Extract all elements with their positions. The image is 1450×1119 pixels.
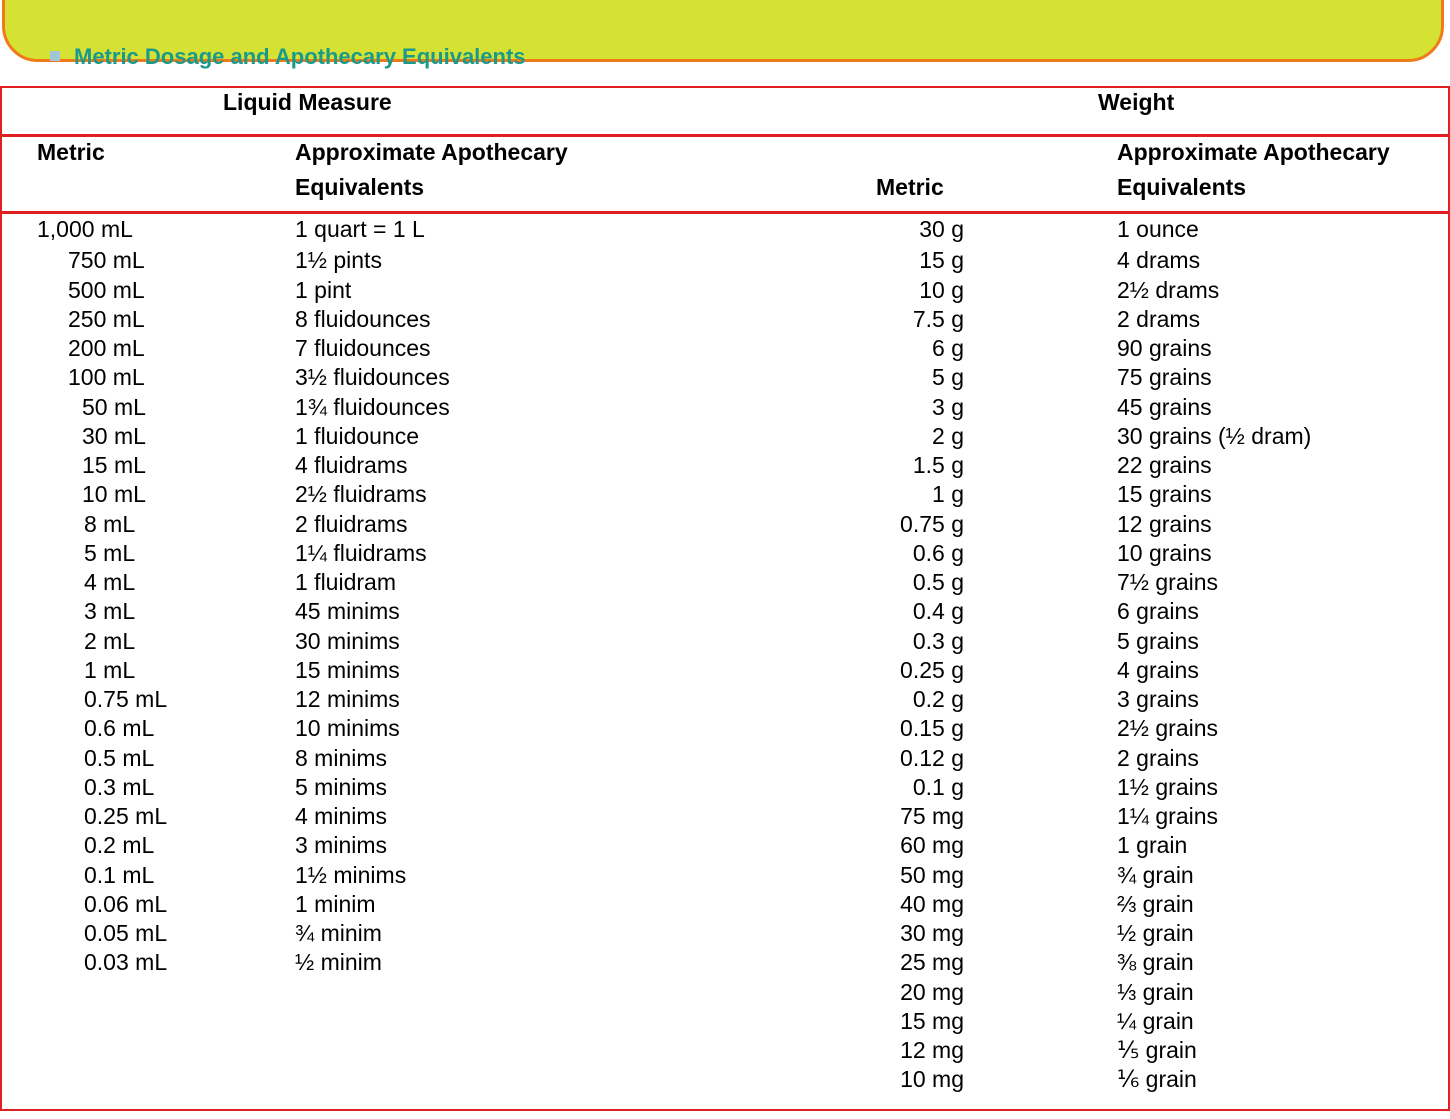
header-divider-bottom xyxy=(0,211,1450,214)
liquid-apothecary-cell: 1½ minims xyxy=(295,861,407,888)
weight-apothecary-cell: 15 grains xyxy=(1117,481,1212,508)
weight-apothecary-cell: 10 grains xyxy=(1117,539,1212,566)
liquid-apothecary-cell: 15 minims xyxy=(295,656,400,683)
liquid-apothecary-cell: 4 minims xyxy=(295,803,388,829)
weight-metric-cell: 0.1 g xyxy=(912,773,964,800)
weight-apothecary-cell: 1½ grains xyxy=(1117,773,1219,800)
weight-apothecary-cell: 1¼ grains xyxy=(1117,803,1219,829)
liquid-metric-cell: 100 mL xyxy=(68,364,145,391)
weight-apothecary-header-line2: Equivalents xyxy=(1117,174,1247,200)
liquid-apothecary-cell: 8 fluidounces xyxy=(295,305,431,332)
weight-metric-cell: 1.5 g xyxy=(912,452,964,478)
liquid-metric-cell: 15 mL xyxy=(82,452,146,478)
weight-apothecary-cell: 5 grains xyxy=(1117,627,1199,654)
liquid-apothecary-cell: 1 fluidounce xyxy=(295,422,420,449)
weight-apothecary-cell: ⅙ grain xyxy=(1117,1066,1197,1093)
liquid-metric-cell: 0.3 mL xyxy=(84,773,155,800)
weight-header: Weight xyxy=(1098,89,1175,115)
liquid-metric-header: Metric xyxy=(37,139,105,165)
weight-apothecary-header-line1: Approximate Apothecary xyxy=(1117,139,1390,165)
liquid-metric-cell: 50 mL xyxy=(82,393,146,420)
liquid-apothecary-cell: 3 minims xyxy=(295,832,388,859)
liquid-apothecary-cell: 3½ fluidounces xyxy=(295,364,450,391)
weight-apothecary-cell: 4 drams xyxy=(1117,247,1201,274)
weight-metric-cell: 0.6 g xyxy=(912,539,964,566)
liquid-metric-cell: 200 mL xyxy=(68,335,145,361)
liquid-apothecary-cell: 12 minims xyxy=(295,686,400,712)
liquid-metric-cell: 1,000 mL xyxy=(37,216,133,242)
liquid-metric-cell: 0.75 mL xyxy=(84,686,168,712)
weight-metric-cell: 0.75 g xyxy=(900,510,964,537)
weight-apothecary-cell: 2 drams xyxy=(1117,305,1201,332)
weight-metric-cell: 7.5 g xyxy=(912,305,964,332)
liquid-metric-cell: 0.05 mL xyxy=(84,920,168,946)
weight-metric-cell: 40 mg xyxy=(900,890,964,917)
weight-apothecary-cell: 90 grains xyxy=(1117,335,1212,361)
weight-metric-cell: 60 mg xyxy=(900,832,964,859)
bullet-square-icon xyxy=(50,51,60,61)
weight-apothecary-cell: ¾ grain xyxy=(1117,861,1194,888)
weight-apothecary-cell: 45 grains xyxy=(1117,393,1212,420)
weight-metric-cell: 0.5 g xyxy=(912,569,964,595)
liquid-apothecary-cell: 1 minim xyxy=(295,890,376,917)
weight-metric-cell: 30 g xyxy=(919,216,964,242)
liquid-measure-header: Liquid Measure xyxy=(223,89,392,115)
weight-apothecary-cell: 2 grains xyxy=(1117,744,1199,771)
weight-metric-cell: 10 mg xyxy=(900,1066,964,1093)
weight-apothecary-cell: 1 grain xyxy=(1117,832,1188,859)
weight-apothecary-cell: 22 grains xyxy=(1117,452,1212,478)
weight-apothecary-cell: 1 ounce xyxy=(1117,216,1199,242)
weight-apothecary-cell: ⅔ grain xyxy=(1117,890,1194,917)
weight-apothecary-cell: 75 grains xyxy=(1117,364,1212,391)
liquid-metric-cell: 0.5 mL xyxy=(84,744,155,771)
liquid-metric-cell: 1 mL xyxy=(84,656,136,683)
weight-metric-cell: 3 g xyxy=(932,393,964,420)
liquid-apothecary-header-line1: Approximate Apothecary xyxy=(295,139,568,165)
liquid-metric-cell: 10 mL xyxy=(82,481,146,508)
header-divider-top xyxy=(0,134,1450,137)
weight-apothecary-cell: 2½ drams xyxy=(1117,276,1220,303)
liquid-apothecary-cell: ¾ minim xyxy=(295,920,382,946)
weight-metric-cell: 50 mg xyxy=(900,861,964,888)
liquid-apothecary-cell: 1 quart = 1 L xyxy=(295,216,425,242)
liquid-apothecary-cell: 10 minims xyxy=(295,715,400,742)
weight-metric-cell: 15 g xyxy=(919,247,964,274)
weight-metric-header: Metric xyxy=(876,174,944,200)
liquid-metric-cell: 0.1 mL xyxy=(84,861,155,888)
weight-metric-cell: 75 mg xyxy=(900,803,964,829)
weight-metric-cell: 5 g xyxy=(932,364,964,391)
weight-metric-cell: 2 g xyxy=(932,422,964,449)
weight-apothecary-cell: ⅜ grain xyxy=(1117,949,1194,976)
weight-metric-cell: 25 mg xyxy=(900,949,964,976)
liquid-metric-cell: 0.2 mL xyxy=(84,832,155,859)
liquid-metric-cell: 0.06 mL xyxy=(84,890,168,917)
liquid-metric-cell: 2 mL xyxy=(84,627,136,654)
liquid-metric-cell: 0.25 mL xyxy=(84,803,168,829)
weight-metric-cell: 12 mg xyxy=(900,1037,964,1063)
weight-metric-cell: 0.4 g xyxy=(912,598,964,625)
weight-metric-cell: 6 g xyxy=(932,335,964,361)
weight-metric-cell: 0.15 g xyxy=(900,715,964,742)
liquid-metric-cell: 0.03 mL xyxy=(84,949,168,976)
liquid-apothecary-cell: 2 fluidrams xyxy=(295,510,408,537)
weight-apothecary-cell: 2½ grains xyxy=(1117,715,1219,742)
weight-apothecary-cell: 4 grains xyxy=(1117,656,1199,683)
weight-metric-cell: 0.12 g xyxy=(900,744,964,771)
weight-apothecary-cell: ¼ grain xyxy=(1117,1007,1194,1034)
weight-apothecary-cell: 6 grains xyxy=(1117,598,1199,625)
weight-apothecary-cell: ⅕ grain xyxy=(1117,1037,1197,1063)
equivalents-table xyxy=(0,86,1450,1111)
liquid-apothecary-header-line2: Equivalents xyxy=(295,174,425,200)
liquid-metric-cell: 3 mL xyxy=(84,598,136,625)
liquid-apothecary-cell: 1 fluidram xyxy=(295,569,396,595)
liquid-metric-cell: 8 mL xyxy=(84,510,136,537)
liquid-apothecary-cell: 1 pint xyxy=(295,276,352,303)
weight-apothecary-cell: 30 grains (½ dram) xyxy=(1117,422,1312,449)
liquid-metric-cell: 5 mL xyxy=(84,539,136,566)
liquid-metric-cell: 250 mL xyxy=(68,305,145,332)
liquid-apothecary-cell: 45 minims xyxy=(295,598,400,625)
liquid-metric-cell: 500 mL xyxy=(68,276,145,303)
liquid-apothecary-cell: 8 minims xyxy=(295,744,388,771)
weight-metric-cell: 0.3 g xyxy=(912,627,964,654)
liquid-apothecary-cell: 7 fluidounces xyxy=(295,335,431,361)
liquid-metric-cell: 4 mL xyxy=(84,569,136,595)
weight-apothecary-cell: ½ grain xyxy=(1117,920,1194,946)
page-title xyxy=(50,44,526,70)
liquid-apothecary-cell: 5 minims xyxy=(295,773,388,800)
weight-metric-cell: 0.25 g xyxy=(900,656,964,683)
weight-metric-cell: 15 mg xyxy=(900,1007,964,1034)
liquid-metric-cell: 0.6 mL xyxy=(84,715,155,742)
liquid-metric-cell: 30 mL xyxy=(82,422,146,449)
weight-metric-cell: 10 g xyxy=(919,276,964,303)
liquid-metric-cell: 750 mL xyxy=(68,247,145,274)
liquid-apothecary-cell: 30 minims xyxy=(295,627,400,654)
liquid-apothecary-cell: 1¼ fluidrams xyxy=(295,539,427,566)
weight-metric-cell: 1 g xyxy=(932,481,964,508)
weight-apothecary-cell: 3 grains xyxy=(1117,686,1199,712)
weight-apothecary-cell: 12 grains xyxy=(1117,510,1212,537)
weight-apothecary-cell: 7½ grains xyxy=(1117,569,1219,595)
page-title-text: Metric Dosage and Apothecary Equivalents xyxy=(74,44,526,69)
liquid-apothecary-cell: 1½ pints xyxy=(295,247,382,274)
weight-metric-cell: 0.2 g xyxy=(912,686,964,712)
liquid-apothecary-cell: 2½ fluidrams xyxy=(295,481,427,508)
liquid-apothecary-cell: 1¾ fluidounces xyxy=(295,393,450,420)
liquid-apothecary-cell: 4 fluidrams xyxy=(295,452,408,478)
weight-apothecary-cell: ⅓ grain xyxy=(1117,978,1194,1005)
weight-metric-cell: 20 mg xyxy=(900,978,964,1005)
liquid-apothecary-cell: ½ minim xyxy=(295,949,382,976)
weight-metric-cell: 30 mg xyxy=(900,920,964,946)
